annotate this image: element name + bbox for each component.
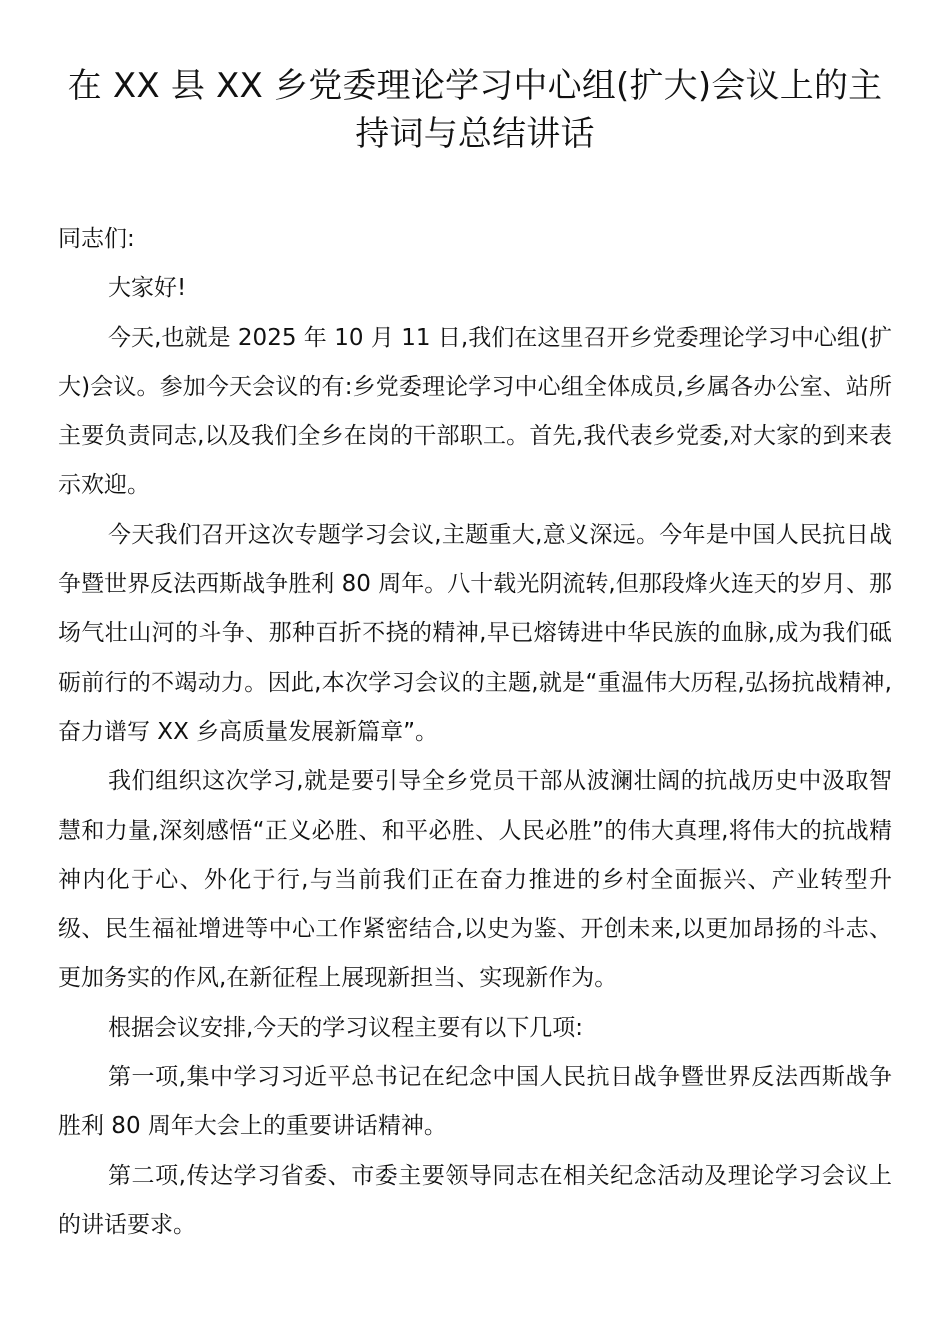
- paragraph-opening: 今天,也就是 2025 年 10 月 11 日,我们在这里召开乡党委理论学习中心组(扩大)会议。参加今天会议的有:乡党委理论学习中心组全体成员,乡属各办公室、站所主要负责同志,以及我们全乡在岗的干部职工。首先,我代表乡党委,对大家的到来表示欢迎。: [58, 324, 892, 499]
- paragraph-agenda-item-1: 第一项,集中学习习近平总书记在纪念中国人民抗日战争暨世界反法西斯战争胜利 80 周年大会上的重要讲话精神。: [58, 1064, 892, 1140]
- paragraph-agenda-item-2: 第二项,传达学习省委、市委主要领导同志在相关纪念活动及理论学习会议上的讲话要求。: [58, 1162, 892, 1238]
- document-body: [58, 215, 892, 1250]
- document-title: 在 XX 县 XX 乡党委理论学习中心组(扩大)会议上的主持词与总结讲话: [67, 66, 883, 154]
- paragraph-theme: 今天我们召开这次专题学习会议,主题重大,意义深远。今年是中国人民抗日战争暨世界反法西斯战争胜利 80 周年。八十载光阴流转,但那段烽火连天的岁月、那场气壮山河的斗争、那种百折不挠的精神,早已熔铸进中华民族的血脉,成为我们砥砺前行的不竭动力。因此,本次学习会议的主题,就是“重温伟大历程,弘扬抗战精神,奋力谱写 XX 乡高质量发展新篇章”。: [58, 521, 892, 745]
- paragraph-purpose: 我们组织这次学习,就是要引导全乡党员干部从波澜壮阔的抗战历史中汲取智慧和力量,深刻感悟“正义必胜、和平必胜、人民必胜”的伟大真理,将伟大的抗战精神内化于心、外化于行,与当前我们正在奋力推进的乡村全面振兴、产业转型升级、民生福祉增进等中心工作紧密结合,以史为鉴、开创未来,以更加昂扬的斗志、更加务实的作风,在新征程上展现新担当、实现新作为。: [58, 768, 892, 992]
- paragraph-greeting: 大家好!: [108, 275, 187, 302]
- paragraph-agenda-intro: 根据会议安排,今天的学习议程主要有以下几项:: [108, 1014, 584, 1041]
- salutation: 同志们:: [58, 226, 135, 252]
